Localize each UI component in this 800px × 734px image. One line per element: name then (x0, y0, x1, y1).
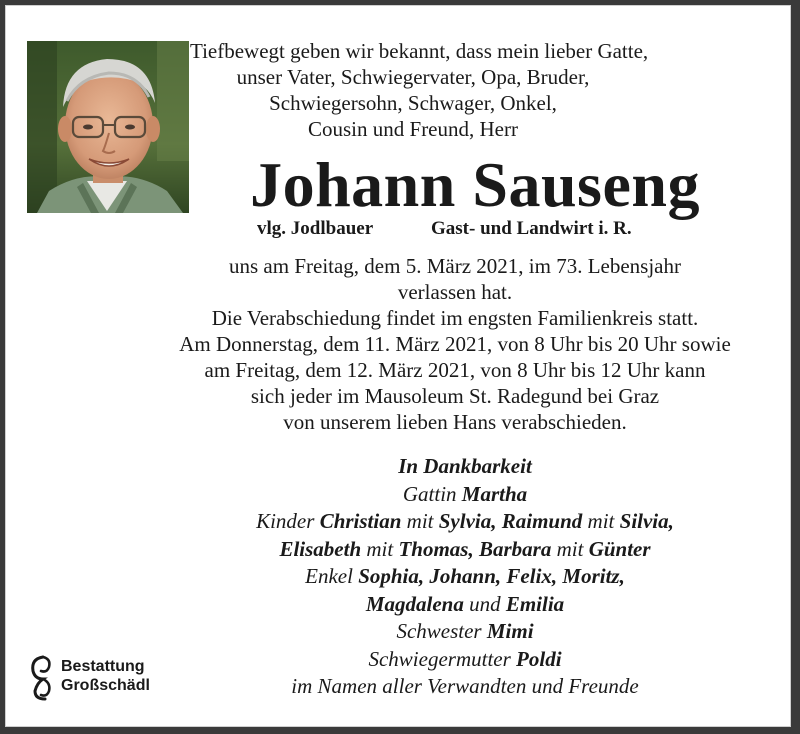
announcement-line: von unserem lieben Hans verabschieden. (283, 410, 627, 434)
intro-line: Tiefbewegt geben wir bekannt, dass mein lieber Gatte, (190, 39, 649, 63)
sign-sister: Schwester Mimi (396, 619, 534, 643)
deceased-occupation: Gast- und Landwirt i. R. (431, 218, 632, 239)
sign-closing: im Namen aller Verwandten und Freunde (291, 674, 639, 698)
intro-line: Cousin und Freund, Herr (308, 117, 518, 141)
intro-text (190, 38, 649, 142)
mourners-block (195, 453, 735, 701)
announcement-text (155, 253, 755, 435)
announcement-line: sich jeder im Mausoleum St. Radegund bei Graz (250, 384, 660, 408)
deceased-alias: vlg. Jodlbauer (257, 218, 374, 239)
sign-grandchildren-line2: Magdalena und Emilia (365, 591, 565, 616)
sign-children-line1: Kinder Christian mit Sylvia, Raimund mit Silvia, (256, 509, 674, 533)
intro-line: unser Vater, Schwiegervater, Opa, Bruder, (236, 65, 590, 89)
bestattung-logo-icon (27, 653, 61, 701)
announcement-line: am Freitag, dem 12. März 2021, von 8 Uhr bis 12 Uhr kann (204, 358, 706, 382)
obituary-card (5, 5, 791, 727)
announcement-line: verlassen hat. (397, 280, 513, 304)
portrait-photo (27, 41, 189, 213)
funeral-home-name: Bestattung Großschädl (61, 658, 150, 694)
announcement-line: uns am Freitag, dem 5. März 2021, im 73. Lebensjahr (229, 254, 681, 278)
announcement-line: Die Verabschiedung findet im engsten Familienkreis statt. (211, 306, 699, 330)
intro-line: Schwiegersohn, Schwager, Onkel, (269, 91, 557, 115)
sign-children-line2: Elisabeth mit Thomas, Barbara mit Günter (279, 536, 651, 561)
funeral-home-logo (27, 653, 187, 701)
sign-mother-in-law: Schwiegermutter Poldi (368, 646, 562, 671)
deceased-name: Johann Sauseng (250, 149, 700, 220)
announcement-line: Am Donnerstag, dem 11. März 2021, von 8 Uhr bis 20 Uhr sowie (179, 332, 731, 356)
sign-heading: In Dankbarkeit (398, 454, 532, 478)
portrait-image (27, 41, 189, 213)
sign-wife: Gattin Martha (402, 481, 528, 506)
sign-grandchildren-line1: Enkel Sophia, Johann, Felix, Moritz, (305, 564, 625, 588)
